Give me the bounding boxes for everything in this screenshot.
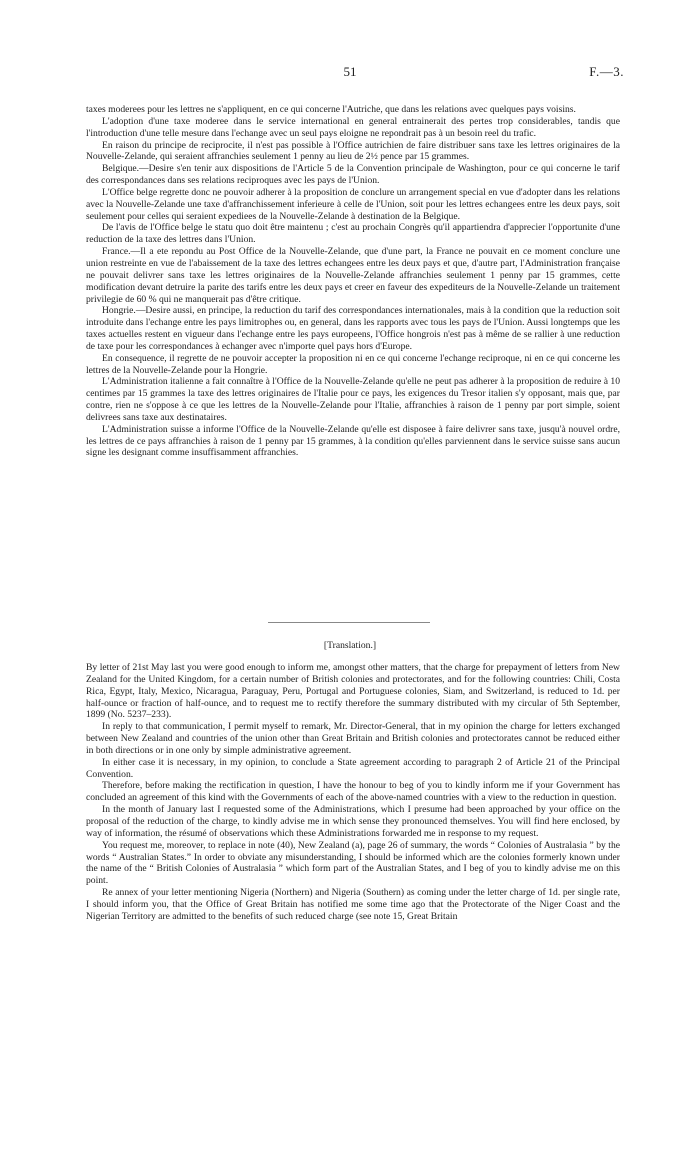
paragraph: L'Office belge regrette donc ne pouvoir adherer à la proposition de conclure un arrangement special en vue d'adopter dans les relations avec la Nouvelle-Zelande une taxe d'affranchissement inferieure à celle de l'Union, soit pour les lettres echangees entre les deux pays, soit seulement pour celles qui seraient expediees de la Nouvelle-Zelande à destination de la Belgique. (86, 186, 620, 222)
paragraph: Therefore, before making the rectification in question, I have the honour to beg of you to kindly inform me if your Government has concluded an agreement of this kind with the Governments of each of the above-named countries with a view to the reduction in question. (86, 780, 620, 804)
paragraph: taxes moderees pour les lettres ne s'appliquent, en ce qui concerne l'Autriche, que dans les relations avec quelques pays voisins. (86, 104, 576, 115)
paragraph: In either case it is necessary, in my opinion, to conclude a State agreement according to paragraph 2 of Article 21 of the Principal Convention. (86, 756, 620, 780)
paragraph: You request me, moreover, to replace in note (40), New Zealand (a), page 26 of summary, the words “ Colonies of Australasia ” by the words “ Australian States.” In order to obviate any misunderstanding, I should be informed which are the colonies formerly known under the name of the “ British Colonies of Australasia ” which form part of the Australian States, and I beg of you to kindly advise me on this point. (86, 839, 620, 887)
paragraph: Re annex of your letter mentioning Nigeria (Northern) and Nigeria (Southern) as coming under the letter charge of 1d. per single rate, I should inform you, that the Office of Great Britain has notified me some time ago that the Protectorate of the Niger Coast and the Nigerian Territory are admitted to the benefits of such reduced charge (see note 15, Great Britain (86, 887, 620, 922)
paragraph: By letter of 21st May last you were good enough to inform me, amongst other matters, that the charge for prepayment of letters from New Zealand for the United Kingdom, for a certain number of British colonies and protectorates, and for the following countries: Chili, Costa Rica, Egypt, Italy, Mexico, Nicaragua, Paraguay, Peru, Portugal and Portuguese colonies, Siam, and Switzerland, is reduced to 1d. per half-ounce or fraction of half-ounce, and to request me to rectify therefore the summary distributed with my circular of 5th September, 1899 (No. 5237–233). (86, 662, 620, 721)
page-reference: F.—3. (589, 64, 624, 79)
section-divider (268, 622, 430, 623)
paragraph: L'Administration suisse a informe l'Office de la Nouvelle-Zelande qu'elle est disposee à faire delivrer sans taxe, jusqu'à nouvel ordre, les lettres de ce pays affranchies à raison de 1 penny par 15 grammes, à la condition qu'elles parviennent dans le service suisse sans aucun signe les designant comme insuffisamment affranchies. (86, 423, 620, 459)
paragraph: In reply to that communication, I permit myself to remark, Mr. Director-General, that in my opinion the charge for letters exchanged between New Zealand and countries of the union other than Great Britain and British colonies and protectorates cannot be reduced either in both directions or in one only by simple administrative agreement. (86, 721, 620, 756)
paragraph: L'adoption d'une taxe moderee dans le service international en general entrainerait des pertes trop considerables, tandis que l'introduction d'une telle mesure dans l'echange avec un seul pays eloigne ne repondrait pas à un besoin reel du trafic. (86, 115, 620, 139)
paragraph: En raison du principe de reciprocite, il n'est pas possible à l'Office autrichien de faire distribuer sans taxe les lettres originaires de la Nouvelle-Zelande, qui seraient affranchies seulement 1 penny au lieu de 2½ pence par 15 grammes. (86, 139, 620, 163)
paragraph: En consequence, il regrette de ne pouvoir accepter la proposition ni en ce qui concerne l'echange reciproque, ni en ce qui concerne les lettres de la Nouvelle-Zelande pour la Hongrie. (86, 352, 620, 376)
paragraph: De l'avis de l'Office belge le statu quo doit être maintenu ; c'est au prochain Congrès qu'il appartiendra d'apprecier l'opportunite d'une reduction de la taxe des lettres dans l'Union. (86, 222, 620, 246)
paragraph: France.—Il a ete repondu au Post Office de la Nouvelle-Zelande, que d'une part, la France ne pouvait en ce moment conclure une union restreinte en vue de l'abaissement de la taxe des lettres echangees entre les deux pays et que, d'autre part, l'Administration française ne pouvait delivrer sans taxe les lettres originaires de la Nouvelle-Zelande affranchies seulement 1 penny par 15 grammes, cette modification devant detruire la parite des tarifs entre les deux pays et creer en faveur des expediteurs de la Nouvelle-Zelande un traitement privilegie de 60 % qui ne manquerait pas d'être critique. (86, 246, 620, 305)
french-text-section (86, 104, 620, 459)
translation-heading: [Translation.] (323, 640, 377, 651)
paragraph: L'Administration italienne a fait connaître à l'Office de la Nouvelle-Zelande qu'elle ne peut pas adherer à la proposition de reduire à 10 centimes par 15 grammes la taxe des lettres originaires de l'Italie pour ce pays, les exigences du Tresor italien s'y opposant, mais que, par contre, rien ne s'oppose à ce que les lettres de la Nouvelle-Zelande pour l'Italie, affranchies à raison de 1 penny par port simple, soient delivrees sans taxe aux destinataires. (86, 376, 620, 423)
paragraph: Hongrie.—Desire aussi, en principe, la reduction du tarif des correspondances internationales, mais à la condition que la reduction soit introduite dans l'echange entre les pays limitrophes ou, en general, dans les rapports avec tous les pays de l'Union. Aussi longtemps que les taxes actuelles restent en vigueur dans l'echange entre les pays europeens, l'Office hongrois n'est pas à même de se rallier à une reduction de taxe pour les correspondances à echanger avec n'importe quel pays hors d'Europe. (86, 305, 620, 352)
paragraph: Belgique.—Desire s'en tenir aux dispositions de l'Article 5 de la Convention principale de Washington, pour ce qui concerne le tarif des correspondances dans ses relations reciproques avec les pays de l'Union. (86, 163, 620, 187)
page-number: 51 (343, 64, 357, 79)
paragraph: In the month of January last I requested some of the Administrations, which I presume had been approached by your office on the proposal of the reduction of the charge, to kindly advise me in which sense they pronounced themselves. You will find here enclosed, by way of information, the résumé of observations which these Administrations forwarded me in response to my request. (86, 804, 620, 839)
english-translation-section (86, 650, 620, 923)
